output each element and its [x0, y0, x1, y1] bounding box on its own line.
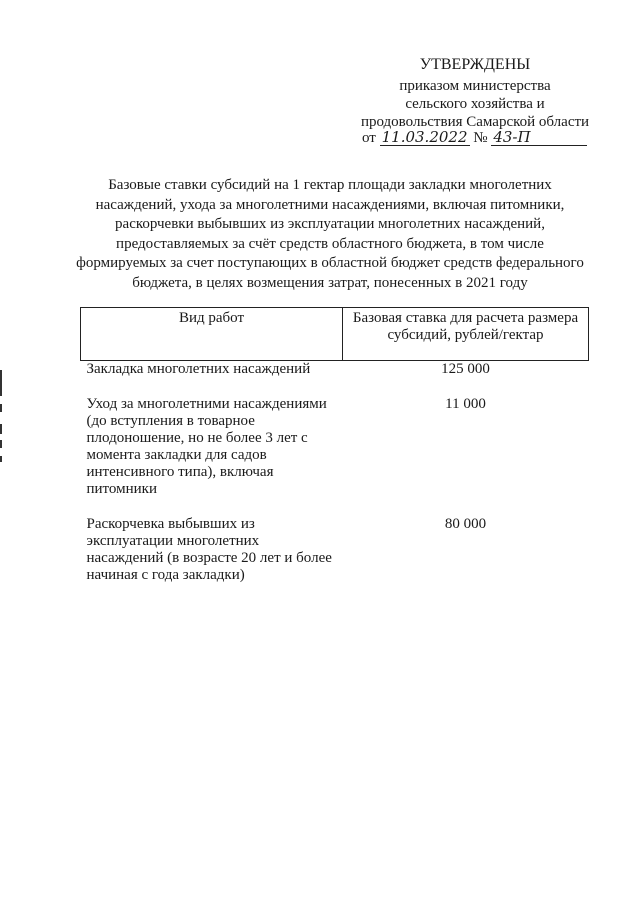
work-type-cell: Закладка многолетних насаждений	[86, 361, 311, 377]
table-row	[81, 361, 589, 379]
rate-cell: 125 000	[441, 361, 490, 377]
scan-edge-mark	[0, 440, 2, 448]
rates-table	[80, 307, 589, 584]
scan-edge-mark	[0, 424, 2, 434]
number-prefix: №	[473, 130, 488, 146]
work-type-cell: Раскорчевка выбывших из эксплуатации многолетних насаждений (в возрасте 20 лет и более начиная с года закладки)	[86, 516, 332, 583]
document-title: Базовые ставки субсидий на 1 гектар площади закладки многолетних насаждений, ухода за многолетними насаждениями, включая питомники, раскорчевки выбывших из эксплуатации многолетних насаждений, предоставляемых за счёт средств областного бюджета, в том числе формируемых за счет поступающих в областной бюджет средств федерального бюджета, в целях возмещения затрат, понесенных в 2021 году	[76, 177, 584, 291]
handwritten-number: 43-П	[491, 129, 587, 146]
approval-line-3: продовольствия Самарской области	[360, 114, 590, 130]
scan-edge-mark	[0, 370, 2, 396]
work-type-cell: Уход за многолетними насаждениями (до вступления в товарное плодоношение, но не более 3 лет с момента закладки для садов интенсивного типа), включая питомники	[86, 396, 327, 497]
table-row	[81, 516, 589, 584]
date-prefix: от	[362, 130, 376, 146]
row-spacer	[81, 498, 589, 516]
approval-line-1: приказом министерства	[399, 78, 551, 94]
approval-line-2: сельского хозяйства и	[405, 96, 545, 112]
handwritten-date: 11.03.2022	[381, 128, 468, 146]
header-work-type: Вид работ	[81, 308, 343, 361]
table-row	[81, 396, 589, 498]
header-base-rate: Базовая ставка для расчета размера субсидий, рублей/гектар	[343, 308, 589, 361]
table-header-row	[81, 308, 589, 361]
scan-edge-mark	[0, 404, 2, 412]
approval-heading: УТВЕРЖДЕНЫ	[419, 56, 531, 73]
approval-block	[350, 56, 600, 131]
order-date-number-line	[362, 128, 592, 148]
rate-cell: 80 000	[444, 516, 487, 532]
rate-cell: 11 000	[445, 396, 486, 412]
scan-edge-mark	[0, 456, 2, 462]
row-spacer	[81, 378, 589, 396]
